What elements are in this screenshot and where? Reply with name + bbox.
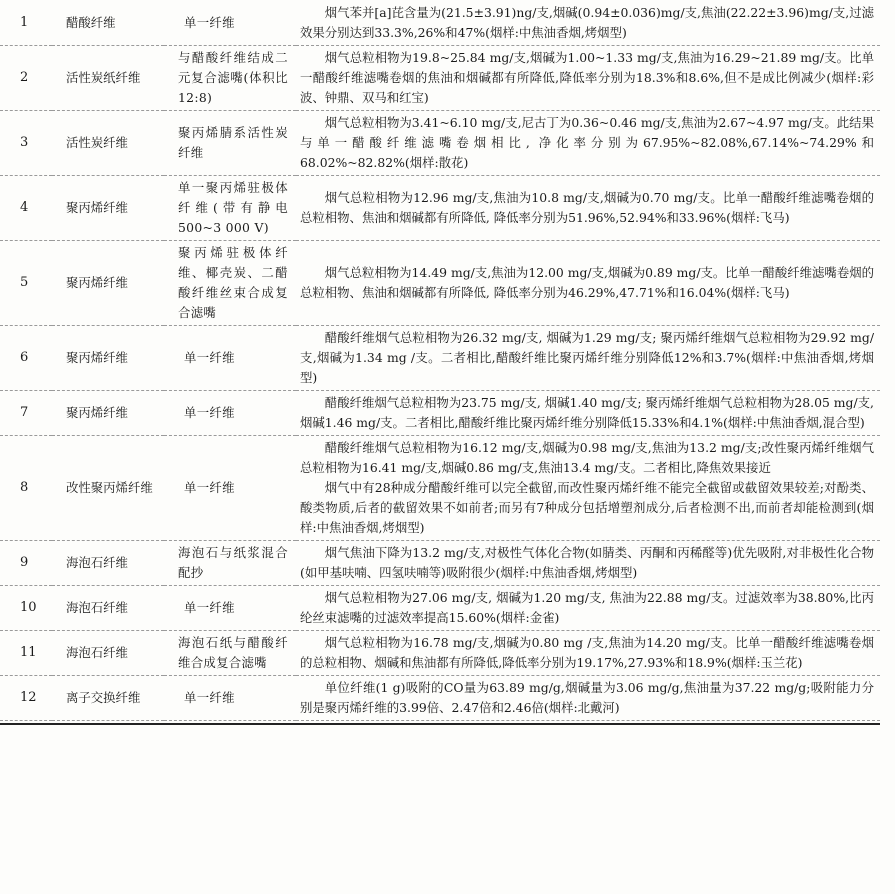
filtration-result (296, 46, 880, 111)
fiber-name: 活性炭纸纤维 (52, 46, 164, 111)
fiber-structure: 单一纤维 (164, 391, 296, 436)
table-row (0, 391, 880, 436)
table-row (0, 46, 880, 111)
result-paragraph: 醋酸纤维烟气总粒相物为26.32 mg/支, 烟碱为1.29 mg/支; 聚丙烯纤维烟气总粒相物为29.92 mg/支,烟碱为1.34 mg /支。二者相比,醋酸纤维比聚丙烯纤维分别降低12%和3.7%(烟样:中焦油香烟,烤烟型) (300, 330, 874, 385)
fiber-name: 改性聚丙烯纤维 (52, 436, 164, 541)
fiber-structure: 聚丙烯驻极体纤维、椰壳炭、二醋酸纤维丝束合成复合滤嘴 (164, 241, 296, 326)
table-row (0, 541, 880, 586)
fiber-name: 聚丙烯纤维 (52, 241, 164, 326)
table-row (0, 326, 880, 391)
table-row (0, 0, 880, 46)
fiber-structure: 聚丙烯腈系活性炭纤维 (164, 111, 296, 176)
row-number: 9 (0, 541, 52, 586)
table-row (0, 111, 880, 176)
fiber-structure: 单一纤维 (164, 676, 296, 721)
filtration-result (296, 326, 880, 391)
fiber-name: 海泡石纤维 (52, 631, 164, 676)
fiber-name: 离子交换纤维 (52, 676, 164, 721)
table-row (0, 241, 880, 326)
row-number: 1 (0, 0, 52, 46)
row-number: 6 (0, 326, 52, 391)
table-row (0, 631, 880, 676)
table-row (0, 676, 880, 721)
fiber-structure: 单一纤维 (164, 436, 296, 541)
result-paragraph: 烟气总粒相物为14.49 mg/支,焦油为12.00 mg/支,烟碱为0.89 mg/支。比单一醋酸纤维滤嘴卷烟的总粒相物、焦油和烟碱都有所降低, 降低率分别为46.29%,47.71%和16.04%(烟样:飞马) (300, 265, 874, 300)
result-paragraph: 烟气焦油下降为13.2 mg/支,对极性气体化合物(如腈类、丙酮和丙稀醛等)优先吸附,对非极性化合物(如甲基呋喃、四氢呋喃等)吸附很少(烟样:中焦油香烟,烤烟型) (300, 545, 874, 580)
filtration-result (296, 631, 880, 676)
row-number: 12 (0, 676, 52, 721)
result-paragraph: 烟气总粒相物为19.8~25.84 mg/支,烟碱为1.00~1.33 mg/支,焦油为16.29~21.89 mg/支。比单一醋酸纤维滤嘴卷烟的焦油和烟碱都有所降低,降低率分别为18.3%和8.6%,但不是成比例减少(烟样:彩波、钟鼎、双马和红宝) (300, 50, 874, 105)
fiber-name: 聚丙烯纤维 (52, 391, 164, 436)
filtration-result (296, 586, 880, 631)
row-number: 5 (0, 241, 52, 326)
filtration-result (296, 676, 880, 721)
row-number: 4 (0, 176, 52, 241)
filtration-result (296, 391, 880, 436)
table-row (0, 436, 880, 541)
result-paragraph: 单位纤维(1 g)吸附的CO量为63.89 mg/g,烟碱量为3.06 mg/g,焦油量为37.22 mg/g;吸附能力分别是聚丙烯纤维的3.99倍、2.47倍和2.46倍(烟样:北戴河) (300, 680, 874, 715)
result-paragraph: 烟气总粒相物为3.41~6.10 mg/支,尼古丁为0.36~0.46 mg/支,焦油为2.67~4.97 mg/支。此结果与单一醋酸纤维滤嘴卷烟相比, 净化率分别为67.95%~82.08%,67.14%~74.29%和68.02%~82.82%(烟样:散花) (300, 115, 874, 170)
filtration-result (296, 541, 880, 586)
row-number: 11 (0, 631, 52, 676)
filtration-result (296, 0, 880, 46)
fiber-name: 海泡石纤维 (52, 541, 164, 586)
fiber-structure: 单一聚丙烯驻极体纤维(带有静电500~3 000 V) (164, 176, 296, 241)
row-number: 10 (0, 586, 52, 631)
fiber-structure: 与醋酸纤维结成二元复合滤嘴(体积比12:8) (164, 46, 296, 111)
fiber-structure: 海泡石与纸浆混合配抄 (164, 541, 296, 586)
fiber-structure: 海泡石纸与醋酸纤维合成复合滤嘴 (164, 631, 296, 676)
result-paragraph: 烟气总粒相物为27.06 mg/支, 烟碱为1.20 mg/支, 焦油为22.88 mg/支。过滤效率为38.80%,比丙纶丝束滤嘴的过滤效率提高15.60%(烟样:金雀) (300, 590, 874, 625)
row-number: 3 (0, 111, 52, 176)
fiber-name: 聚丙烯纤维 (52, 176, 164, 241)
filtration-result (296, 241, 880, 326)
filtration-result (296, 176, 880, 241)
result-paragraph: 烟气中有28种成分醋酸纤维可以完全截留,而改性聚丙烯纤维不能完全截留或截留效果较差;对酚类、酸类物质,后者的截留效果不如前者;而另有7种成分包括增塑剂成分,后者检测不出,而前者却能检测到(烟样:中焦油香烟,烤烟型) (300, 480, 874, 535)
table-row (0, 586, 880, 631)
row-number: 2 (0, 46, 52, 111)
fiber-structure: 单一纤维 (164, 586, 296, 631)
fiber-name: 海泡石纤维 (52, 586, 164, 631)
fiber-name: 醋酸纤维 (52, 0, 164, 46)
result-paragraph: 烟气总粒相物为12.96 mg/支,焦油为10.8 mg/支,烟碱为0.70 mg/支。比单一醋酸纤维滤嘴卷烟的总粒相物、焦油和烟碱都有所降低, 降低率分别为51.96%,52.94%和33.96%(烟样:飞马) (300, 190, 874, 225)
result-paragraph: 醋酸纤维烟气总粒相物为23.75 mg/支, 烟碱1.40 mg/支; 聚丙烯纤维烟气总粒相物为28.05 mg/支,烟碱1.46 mg/支。二者相比,醋酸纤维比聚丙烯纤维分别降低15.33%和4.1%(烟样:中焦油香烟,混合型) (300, 395, 874, 430)
result-paragraph: 烟气苯并[a]芘含量为(21.5±3.91)ng/支,烟碱(0.94±0.036)mg/支,焦油(22.22±3.96)mg/支,过滤效果分别达到33.3%,26%和47%(烟样:中焦油香烟,烤烟型) (300, 5, 874, 40)
fiber-name: 活性炭纤维 (52, 111, 164, 176)
row-number: 8 (0, 436, 52, 541)
fiber-structure: 单一纤维 (164, 0, 296, 46)
table-row (0, 176, 880, 241)
filtration-result (296, 436, 880, 541)
fiber-structure: 单一纤维 (164, 326, 296, 391)
filtration-result (296, 111, 880, 176)
result-paragraph: 醋酸纤维烟气总粒相物为16.12 mg/支,烟碱为0.98 mg/支,焦油为13.2 mg/支;改性聚丙烯纤维烟气总粒相物为16.41 mg/支,烟碱0.86 mg/支,焦油13.4 mg/支。二者相比,降焦效果接近 (300, 440, 874, 475)
table-bottom-rule (0, 723, 880, 725)
fiber-name: 聚丙烯纤维 (52, 326, 164, 391)
result-paragraph: 烟气总粒相物为16.78 mg/支,烟碱为0.80 mg /支,焦油为14.20 mg/支。比单一醋酸纤维滤嘴卷烟的总粒相物、烟碱和焦油都有所降低,降低率分别为19.17%,27.93%和18.9%(烟样:玉兰花) (300, 635, 874, 670)
row-number: 7 (0, 391, 52, 436)
